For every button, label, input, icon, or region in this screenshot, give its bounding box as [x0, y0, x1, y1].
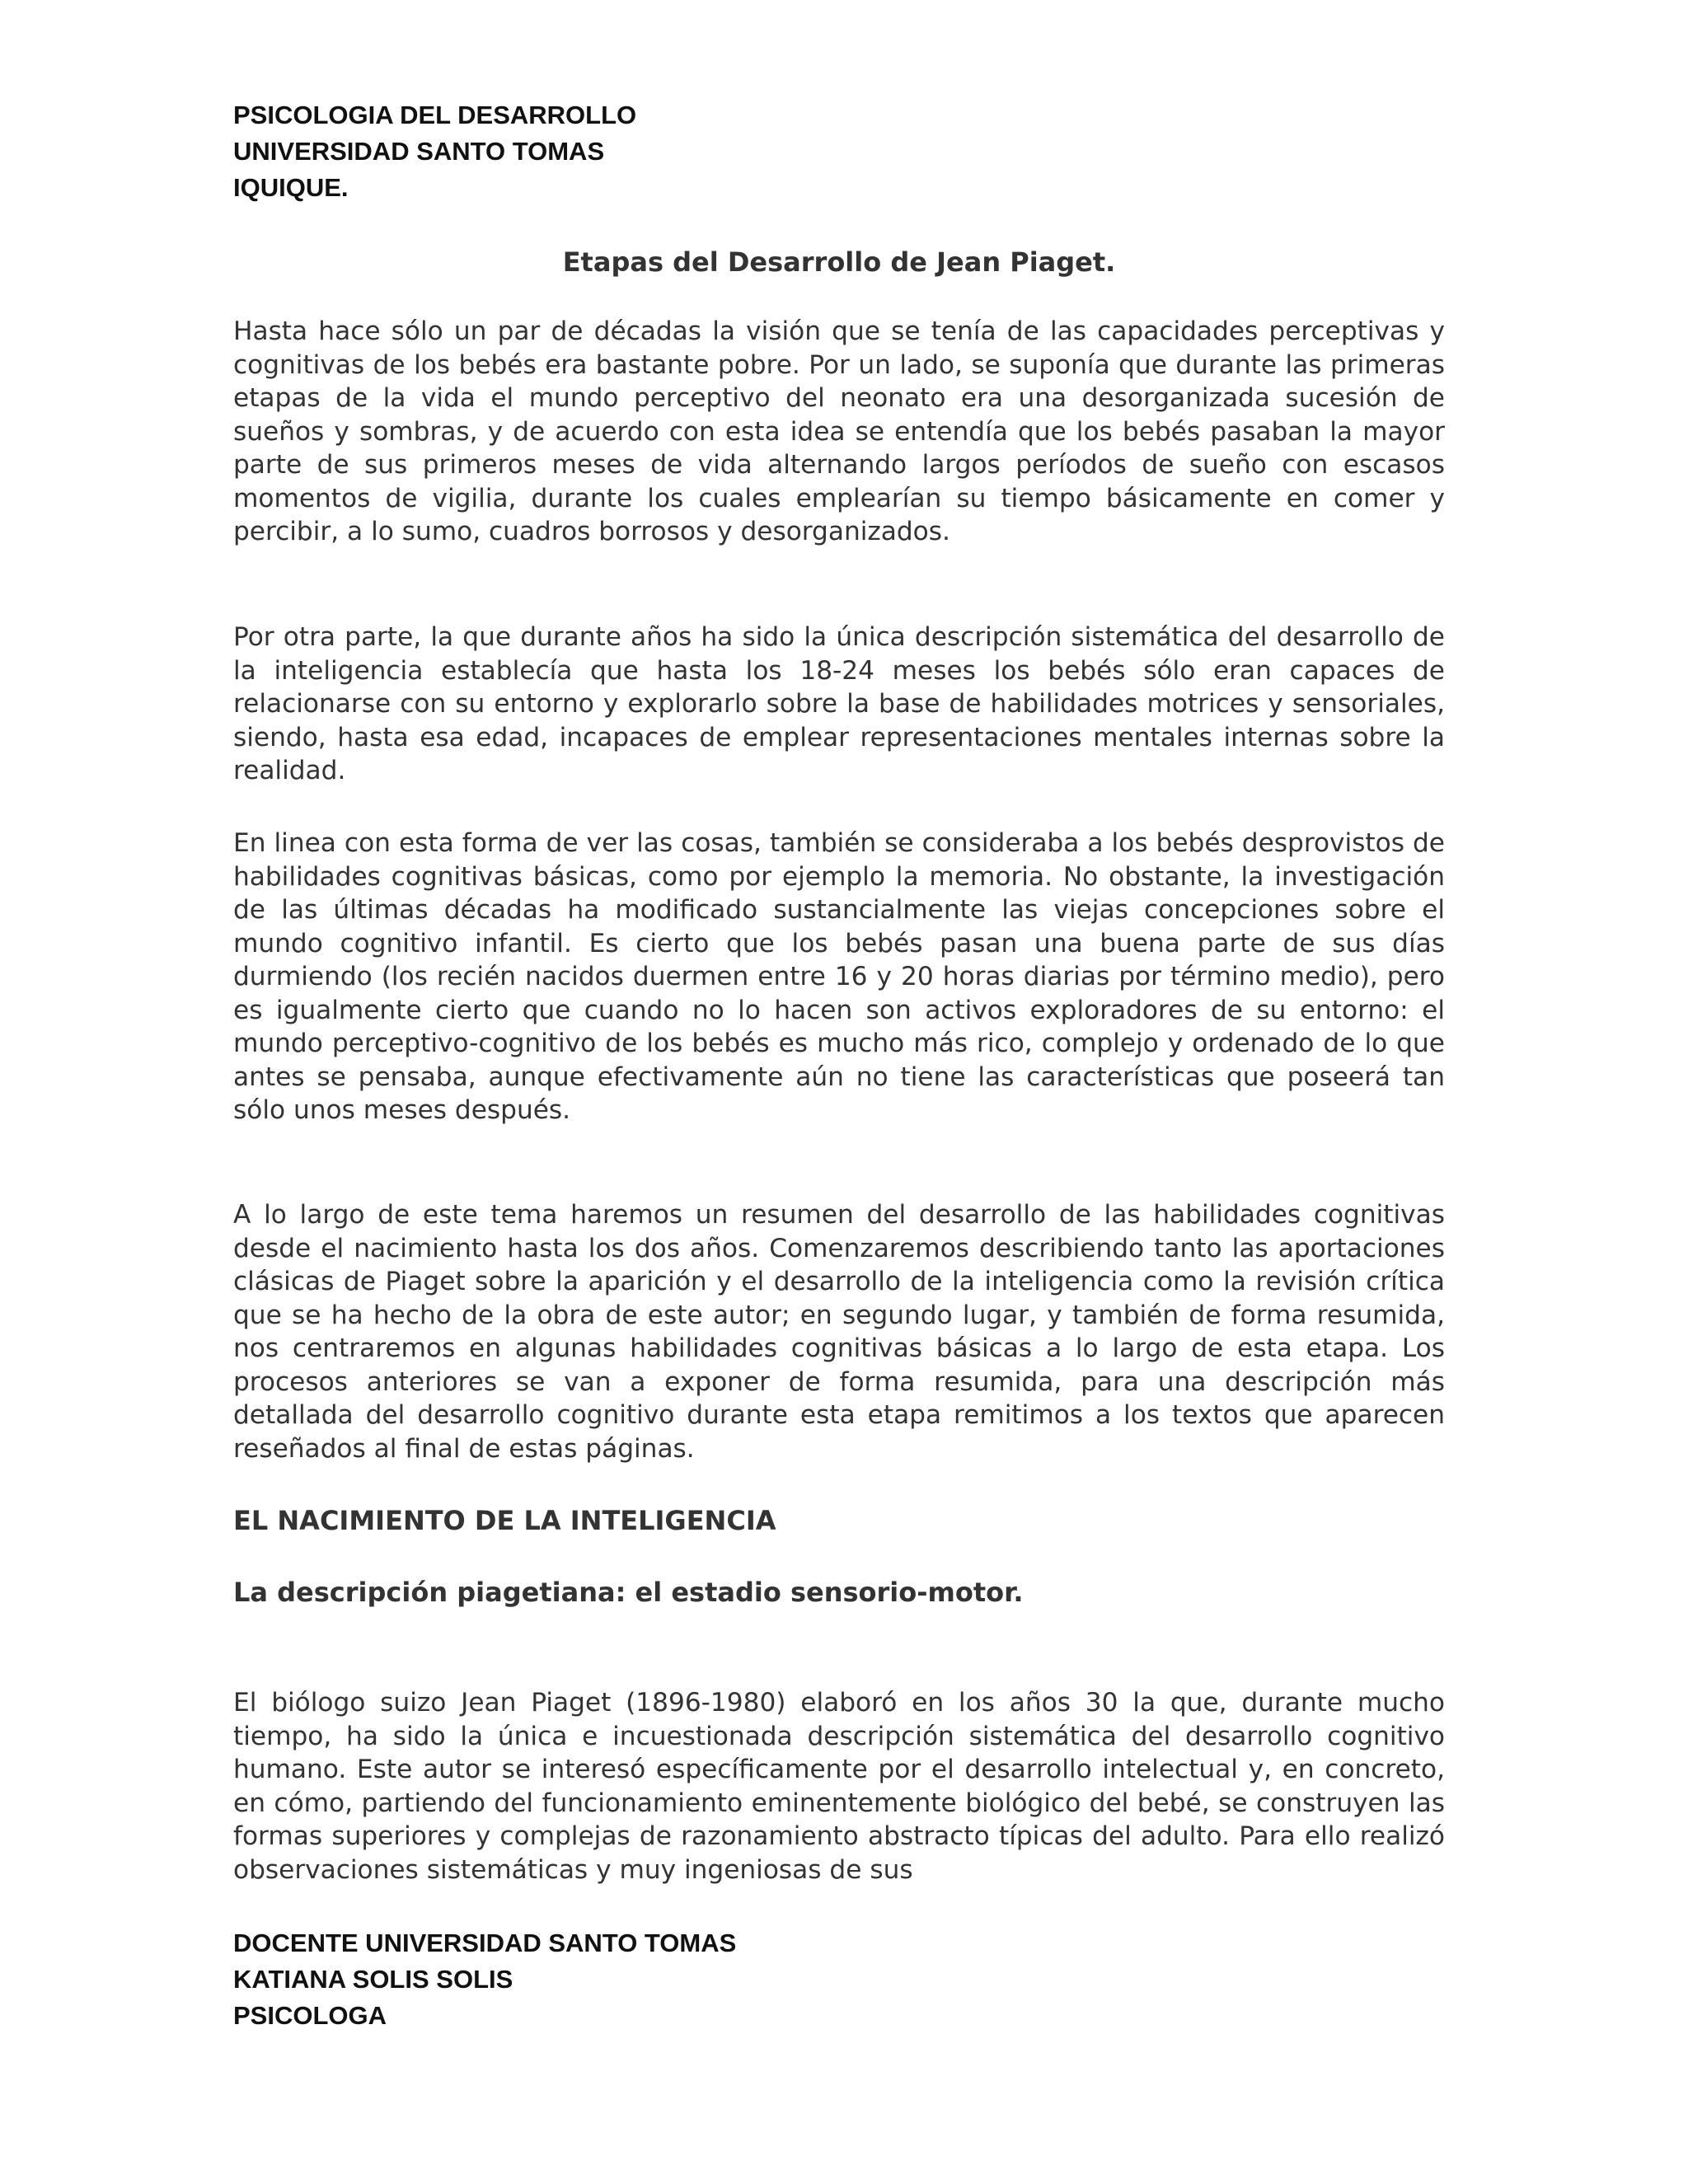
document-title: Etapas del Desarrollo de Jean Piaget. — [562, 246, 1116, 278]
header-university: UNIVERSIDAD SANTO TOMAS — [233, 137, 605, 166]
header-city: IQUIQUE. — [233, 173, 349, 202]
paragraph-5: El biólogo suizo Jean Piaget (1896-1980) elaboró en los años 30 la que, durante mucho tiempo, ha sido la única e incuestionada descripción sistemática del desarrollo cognitivo humano. Este autor se interesó específicamente por el desarrollo intelectual y, en concreto, en cómo, partiendo del funcionamiento eminentemente biológico del bebé, se construyen las formas superiores y complejas de razonamiento abstracto típicas del adulto. Para ello realizó observaciones sistemáticas y muy ingeniosas de sus — [233, 1688, 1445, 1885]
document-footer — [233, 1925, 736, 2034]
paragraph-1: Hasta hace sólo un par de décadas la visión que se tenía de las capacidades perceptivas y cognitivas de los bebés era bastante pobre. Por un lado, se suponía que durante las primeras etapas de la vida el mundo perceptivo del neonato era una desorganizada sucesión de sueños y sombras, y de acuerdo con esta idea se entendía que los bebés pasaban la mayor parte de sus primeros meses de vida alternando largos períodos de sueño con escasos momentos de vigilia, durante los cuales emplearían su tiempo básicamente en comer y percibir, a lo sumo, cuadros borrosos y desorganizados. — [233, 316, 1445, 546]
section-heading: EL NACIMIENTO DE LA INTELIGENCIA — [233, 1505, 776, 1536]
paragraph-2: Por otra parte, la que durante años ha sido la única descripción sistemática del desarrollo de la inteligencia establecía que hasta los 18-24 meses los bebés sólo eran capaces de relacionarse con su entorno y explorarlo sobre la base de habilidades motrices y sensoriales, siendo, hasta esa edad, incapaces de emplear representaciones mentales internas sobre la realidad. — [233, 622, 1445, 785]
document-page — [233, 0, 1445, 2184]
header-course: PSICOLOGIA DEL DESARROLLO — [233, 101, 637, 129]
footer-role: DOCENTE UNIVERSIDAD SANTO TOMAS — [233, 1929, 737, 1957]
footer-author: KATIANA SOLIS SOLIS — [233, 1965, 513, 1994]
subsection-heading: La descripción piagetiana: el estadio sensorio-motor. — [233, 1577, 1024, 1608]
paragraph-4: A lo largo de este tema haremos un resumen del desarrollo de las habilidades cognitivas desde el nacimiento hasta los dos años. Comenzaremos describiendo tanto las aportaciones clásicas de Piaget sobre la aparición y el desarrollo de la inteligencia como la revisión crítica que se ha hecho de la obra de este autor; en segundo lugar, y también de forma resumida, nos centraremos en algunas habilidades cognitivas básicas a lo largo de esta etapa. Los procesos anteriores se van a exponer de forma resumida, para una descripción más detallada del desarrollo cognitivo durante esta etapa remitimos a los textos que aparecen reseñados al final de estas páginas. — [233, 1200, 1445, 1464]
document-header — [233, 97, 636, 206]
footer-profession: PSICOLOGA — [233, 2001, 387, 2030]
paragraph-3: En linea con esta forma de ver las cosas, también se consideraba a los bebés desprovistos de habilidades cognitivas básicas, como por ejemplo la memoria. No obstante, la investigación de las últimas décadas ha modificado sustancialmente las viejas concepciones sobre el mundo cognitivo infantil. Es cierto que los bebés pasan una buena parte de sus días durmiendo (los recién nacidos duermen entre 16 y 20 horas diarias por término medio), pero es igualmente cierto que cuando no lo hacen son activos exploradores de su entorno: el mundo perceptivo-cognitivo de los bebés es mucho más rico, complejo y ordenado de lo que antes se pensaba, aunque efectivamente aún no tiene las características que poseerá tan sólo unos meses después. — [233, 828, 1445, 1125]
